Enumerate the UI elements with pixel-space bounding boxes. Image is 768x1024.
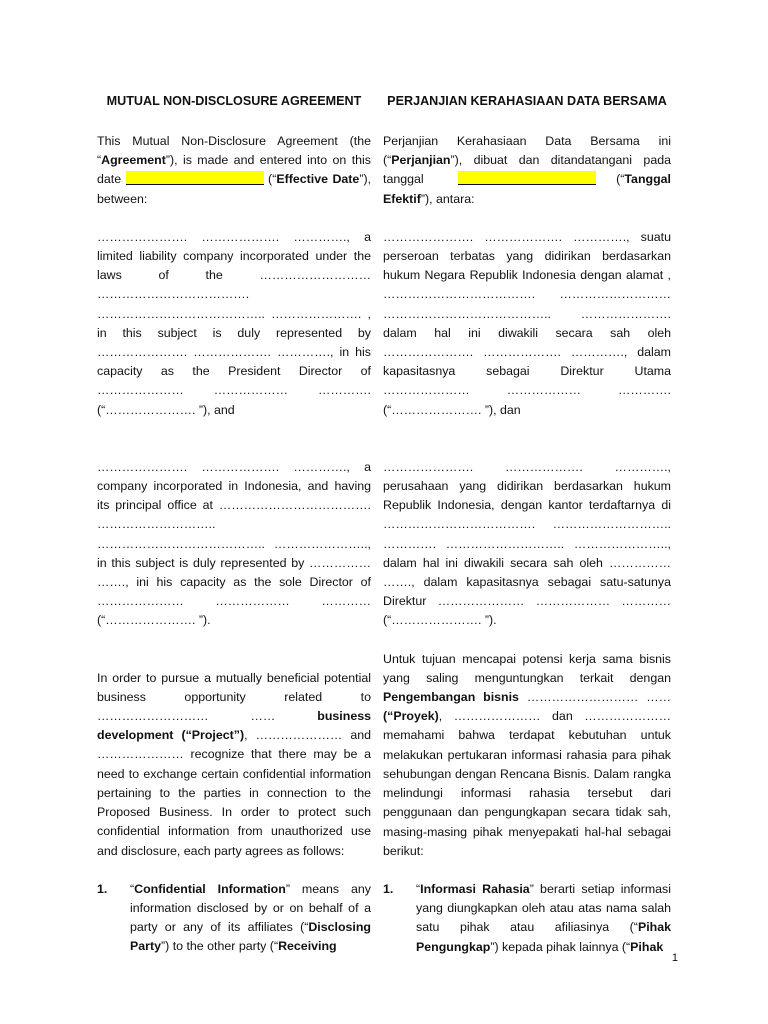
clause-number: 1. <box>97 881 108 896</box>
english-recital-paragraph: In order to pursue a mutually beneficial potential business opportunity related to ……………………… …… business development (“Project”), ………………… and ………………… recognize that there may be a need to exchange certain confidential information pertaining to the parties in connection to the Proposed Business. In order to protect such confidential information from unauthorized use and disclosure, each party agrees as follows: <box>97 670 371 858</box>
effective-date-blank <box>126 171 264 185</box>
clause-number: 1. <box>383 881 394 896</box>
clause-text: “Confidential Information” means any information disclosed by or on behalf of a party or any of its affiliates (“Disclosing Party”) to the other party (“Receiving <box>130 881 371 954</box>
english-party-two-paragraph: …………………. ………………. …………., a company incorporated in Indonesia, and having its principal office at ………………………………. ……………………….. ………………………………….. ………………….., in this subject is duly represented by …………… ……., ini his capacity as the sole Director of ………………… ……………… ………… (“…………………. ”). <box>97 459 371 628</box>
indonesian-clause-1 <box>383 880 671 957</box>
page-number: 1 <box>671 952 678 964</box>
tanggal-efektif-blank <box>458 171 596 185</box>
indonesian-intro-paragraph: Perjanjian Kerahasiaan Data Bersama ini (“Perjanjian”), dibuat dan ditandatangani pada tanggal (“Tanggal Efektif”), antara: <box>383 134 671 206</box>
clause-text: “Informasi Rahasia” berarti setiap informasi yang diungkapkan oleh atau atas nama salah satu pihak atau afiliasinya (“Pihak Pengungkap”) kepada pihak lainnya (“Pihak <box>416 881 671 954</box>
english-title: MUTUAL NON-DISCLOSURE AGREEMENT <box>106 94 362 108</box>
english-column <box>97 92 371 957</box>
indonesian-column <box>383 92 671 957</box>
indonesian-party-one-paragraph: …………………. ………………. …………., suatu perseroan terbatas yang didirikan berdasarkan hukum Negara Republik Indonesia dengan alamat , ………………………………. ……………………… ………………………………….. …………………. dalam hal ini diwakili secara sah oleh …………………. ………………. …………., dalam kapasitasnya sebagai Direktur Utama ………………… ……………… …………. (“…………………. ”), dan <box>383 229 671 417</box>
indonesian-recital-paragraph: Untuk tujuan mencapai potensi kerja sama bisnis yang saling menguntungkan terkait dengan Pengembangan bisnis ……………………… …… (“Proyek), ………………… dan ………………… memahami bahwa terdapat kebutuhan untuk melakukan pertukaran informasi rahasia para pihak sehubungan dengan Rencana Bisnis. Dalam rangka melindungi informasi rahasia tersebut dari penggunaan dan pengungkapan secara tidak sah, masing-masing pihak menyepakati hal-hal sebagai berikut: <box>383 651 671 858</box>
indonesian-party-two-paragraph: …………………. ………………. …………., perusahaan yang didirikan berdasarkan hukum Republik Indonesia, dengan kantor terdaftarnya di ………………………………. ……………………….. …………. ……………………….. ………………….., dalam hal ini diwakili secara sah oleh …………… ……., dalam kapasitasnya sebagai satu-satunya Direktur ………………… ……………… ………… (“…………………. ”). <box>383 459 671 628</box>
english-intro-paragraph: This Mutual Non-Disclosure Agreement (the “Agreement”), is made and entered into on this date (“Effective Date”), between: <box>97 134 372 206</box>
indonesian-title: PERJANJIAN KERAHASIAAN DATA BERSAMA <box>387 94 667 108</box>
english-clause-1 <box>97 880 371 957</box>
english-party-one-paragraph: …………………. ………………. …………., a limited liability company incorporated under the laws of the ……………………… ………………………………. ………………………………….. …………………. , in this subject is duly represented by …………………. ………………. …………., in his capacity as the President Director of ………………… ……………… …………. (“…………………. ”), and <box>97 229 371 417</box>
